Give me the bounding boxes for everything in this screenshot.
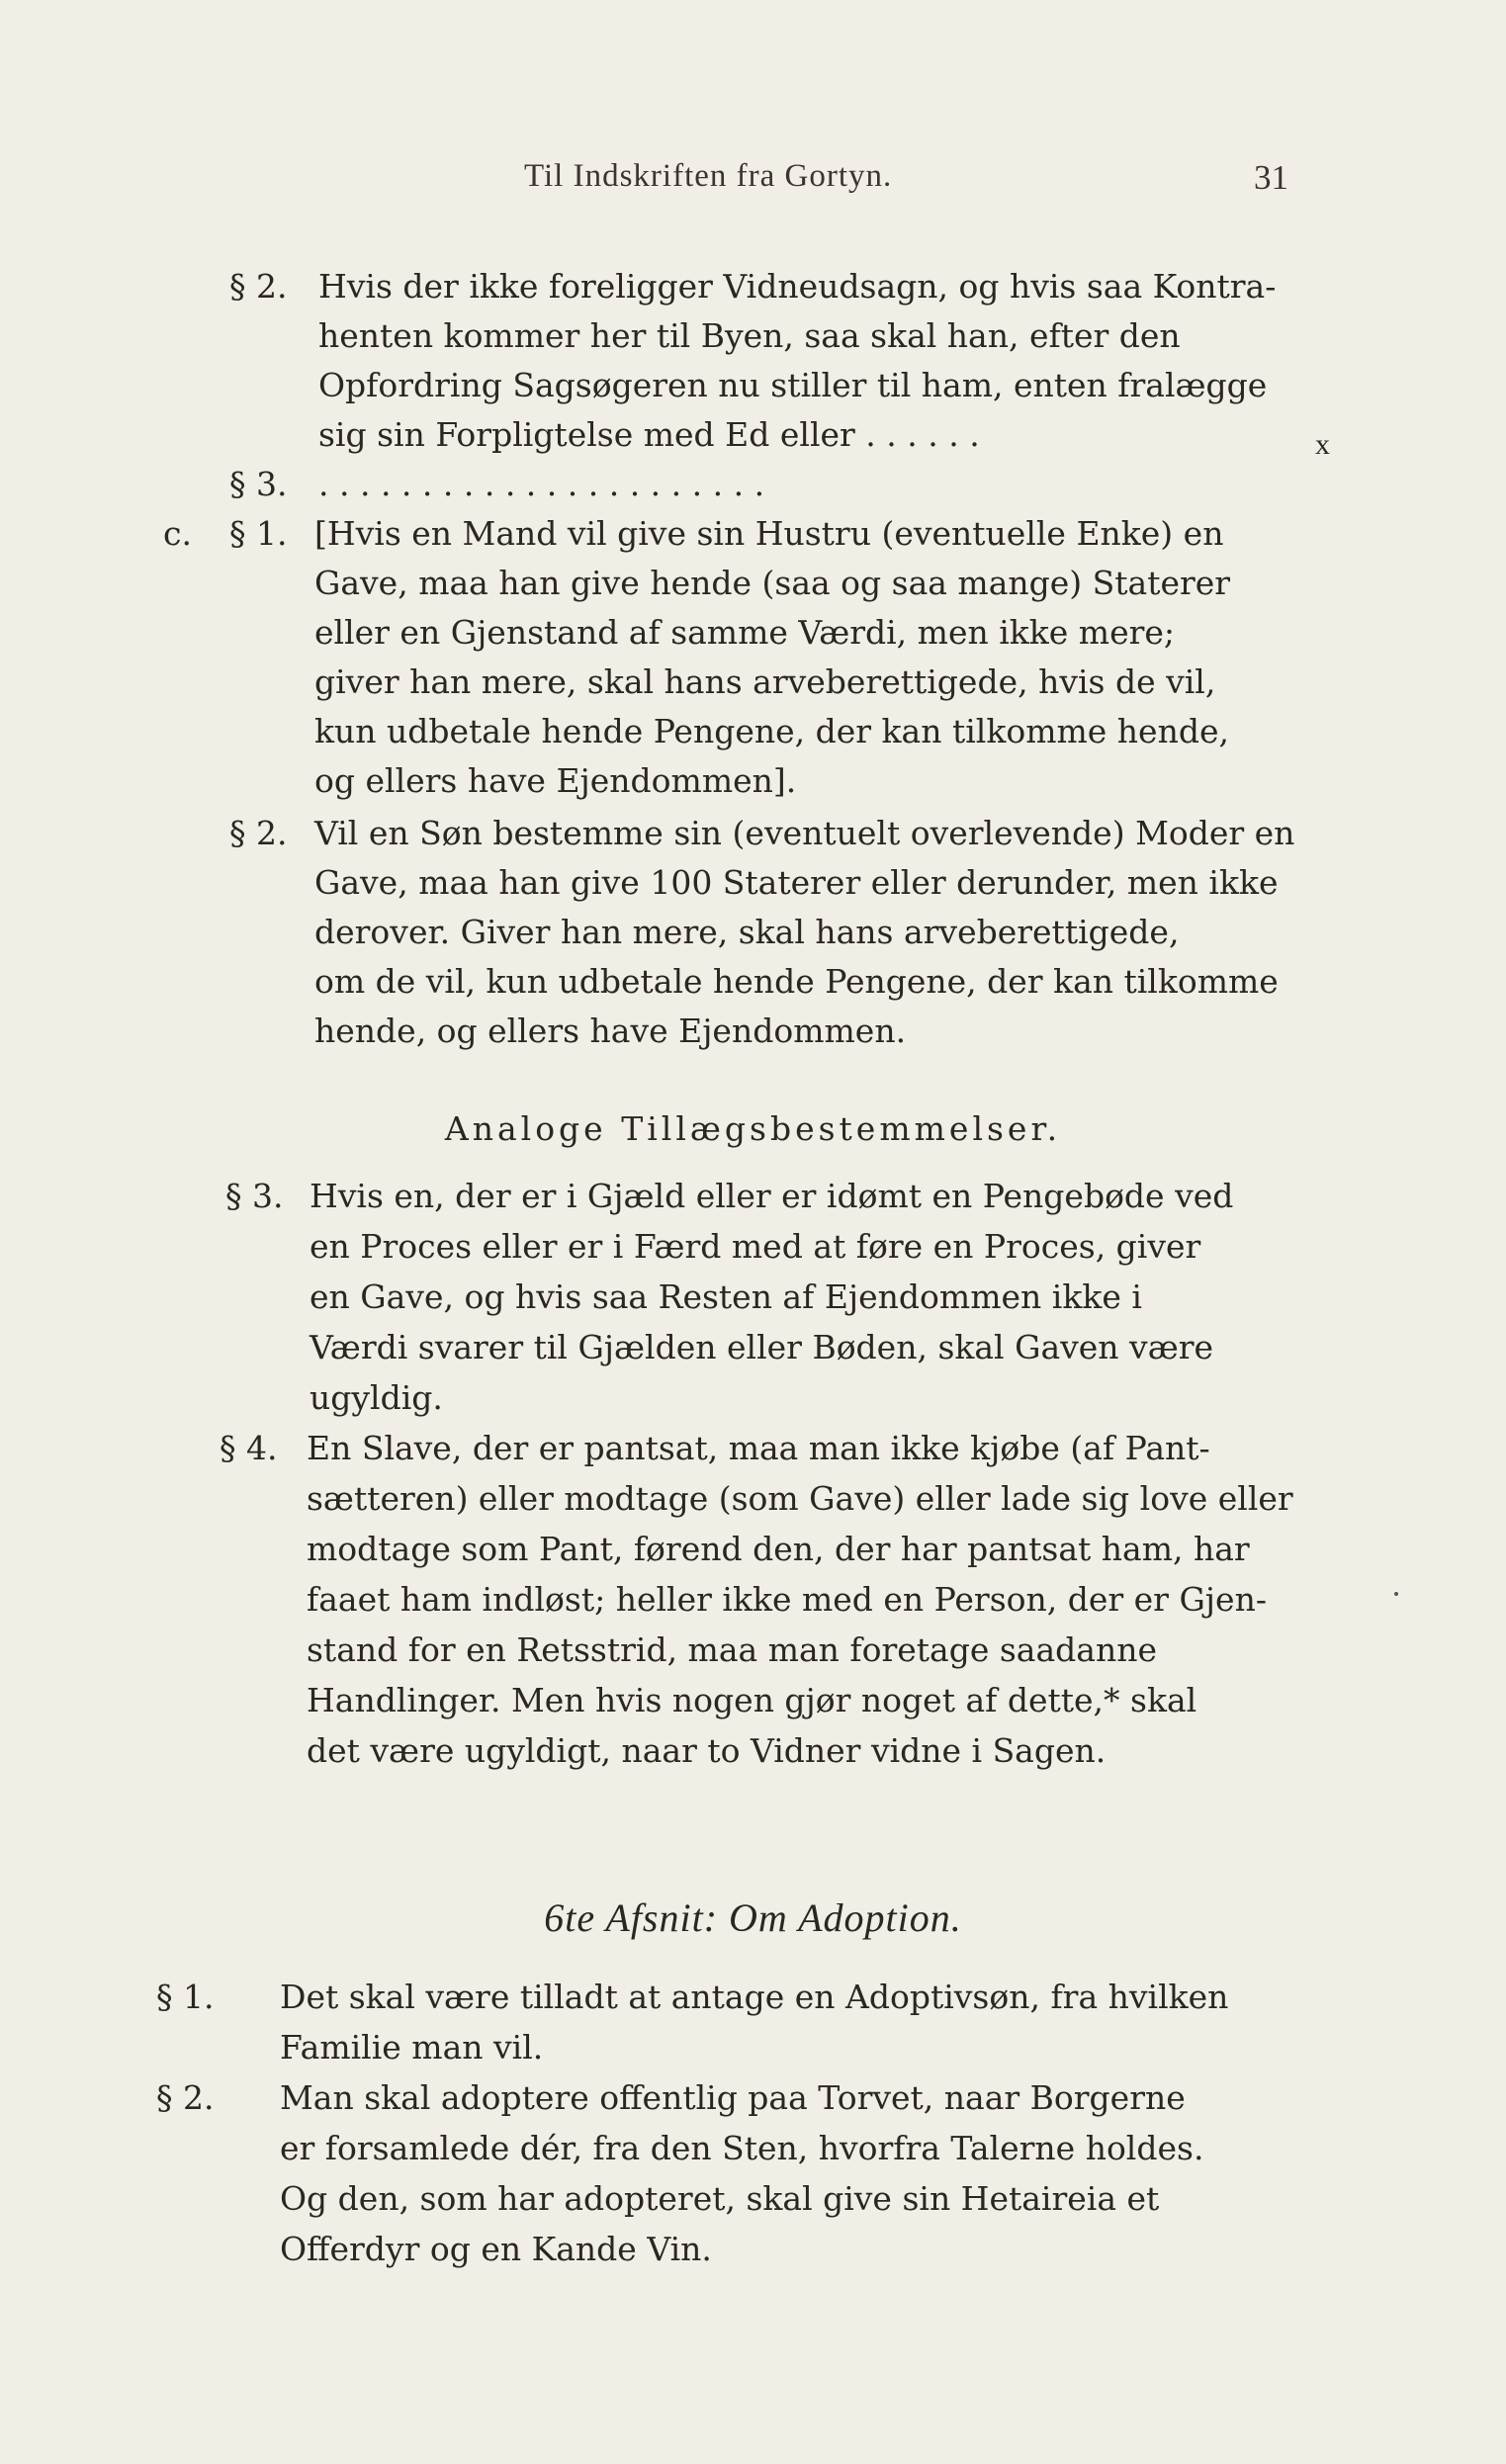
text-line: stand for en Retsstrid, maa man foretage saadanne [307, 1630, 1157, 1669]
text-line: og ellers have Ejendommen]. [314, 761, 797, 800]
subheading: Analoge Tillægsbestemmelser. [444, 1109, 1062, 1148]
text-line: Vil en Søn bestemme sin (eventuelt overlevende) Moder en [314, 814, 1295, 852]
paragraph-label: § 3. [225, 1177, 284, 1215]
paragraph-label: § 1. [229, 514, 288, 553]
text-line: Gave, maa han give hende (saa og saa mange) Staterer [314, 564, 1231, 602]
text-line: faaet ham indløst; heller ikke med en Person, der er Gjen- [307, 1580, 1267, 1619]
text-line: Opfordring Sagsøgeren nu stiller til ham, enten fralægge [318, 366, 1268, 404]
text-line: En Slave, der er pantsat, maa man ikke kjøbe (af Pant- [307, 1429, 1210, 1467]
text-line: derover. Giver han mere, skal hans arveberettigede, [314, 913, 1180, 951]
text-line: sætteren) eller modtage (som Gave) eller lade sig love eller [307, 1479, 1293, 1518]
paper-speck [1394, 1592, 1398, 1596]
text-line: [Hvis en Mand vil give sin Hustru (eventuelle Enke) en [314, 514, 1224, 553]
paragraph-label: § 3. [229, 465, 288, 503]
text-line: Værdi svarer til Gjælden eller Bøden, skal Gaven være [310, 1328, 1214, 1366]
text-line: giver han mere, skal hans arveberettigede, hvis de vil, [314, 662, 1216, 701]
page-number: 31 [1254, 158, 1288, 197]
paragraph-label: § 4. [220, 1429, 278, 1467]
text-line: Gave, maa han give 100 Staterer eller derunder, men ikke [314, 863, 1279, 902]
text-line: modtage som Pant, førend den, der har pantsat ham, har [307, 1530, 1250, 1568]
text-line: ugyldig. [310, 1378, 443, 1417]
part-letter: c. [163, 514, 192, 553]
text-line: er forsamlede dér, fra den Sten, hvorfra Talerne holdes. [280, 2129, 1204, 2167]
text-line: henten kommer her til Byen, saa skal han, efter den [318, 316, 1181, 355]
text-line: det være ugyldigt, naar to Vidner vidne i Sagen. [307, 1731, 1107, 1770]
paragraph-label: § 2. [156, 2078, 215, 2117]
text-line: Familie man vil. [280, 2028, 544, 2067]
ellipsis-line: . . . . . . . . . . . . . . . . . . . . . . [318, 465, 765, 503]
text-line: Det skal være tilladt at antage en Adoptivsøn, fra hvilken [280, 1978, 1229, 2016]
text-line: en Gave, og hvis saa Resten af Ejendommen ikke i [310, 1277, 1142, 1316]
text-line: hende, og ellers have Ejendommen. [314, 1012, 907, 1050]
text-line: om de vil, kun udbetale hende Pengene, der kan tilkomme [314, 962, 1279, 1001]
text-line: en Proces eller er i Færd med at føre en Proces, giver [310, 1227, 1201, 1266]
paragraph-label: § 2. [229, 267, 288, 306]
margin-mark: x [1315, 428, 1330, 461]
running-title: Til Indskriften fra Gortyn. [524, 158, 893, 194]
text-line: kun udbetale hende Pengene, der kan tilkomme hende, [314, 712, 1229, 750]
text-line: Offerdyr og en Kande Vin. [280, 2230, 712, 2268]
text-line: Hvis der ikke foreligger Vidneudsagn, og hvis saa Kontra- [318, 267, 1277, 306]
running-head [0, 158, 1506, 208]
paragraph-label: § 1. [156, 1978, 215, 2016]
paragraph-label: § 2. [229, 814, 288, 852]
section-heading: 6te Afsnit: Om Adoption. [544, 1895, 962, 1940]
text-line: Handlinger. Men hvis nogen gjør noget af dette,* skal [307, 1681, 1197, 1719]
text-line: eller en Gjenstand af samme Værdi, men ikke mere; [314, 613, 1176, 652]
text-line: Man skal adoptere offentlig paa Torvet, naar Borgerne [280, 2078, 1186, 2117]
text-line: Og den, som har adopteret, skal give sin Hetaireia et [280, 2179, 1160, 2218]
text-line: sig sin Forpligtelse med Ed eller . . . . . . [318, 415, 980, 454]
text-line: Hvis en, der er i Gjæld eller er idømt en Pengebøde ved [310, 1177, 1234, 1215]
